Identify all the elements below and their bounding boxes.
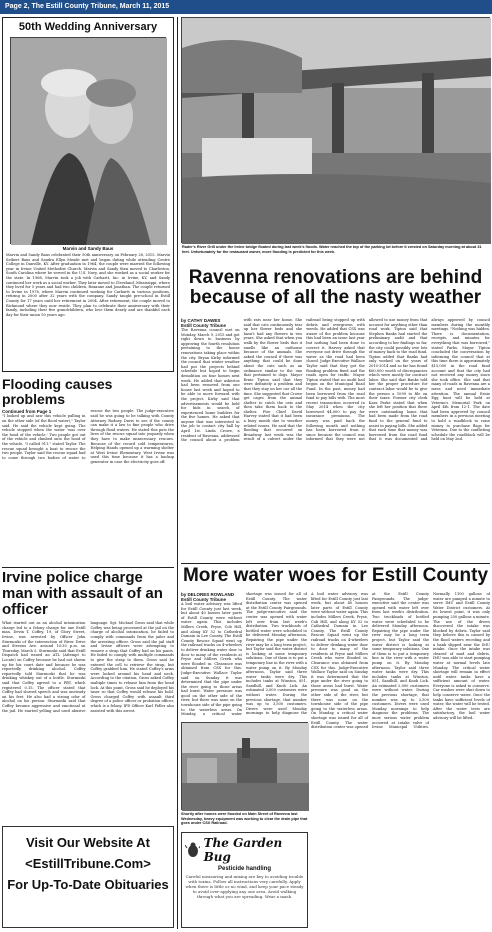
ravenna-article xyxy=(181,318,490,560)
ravenna-headline: Ravenna renovations are behind because of all the nasty weather xyxy=(188,267,483,308)
anniversary-body: Marvin and Sandy Baus celebrated their 50th anniversary on February 28, 2015. Marvin Seibert Baus and Sandra Ellyn Meade met and began dating while attending Centre College in Danville, KY. After graduation in 1964, the couple were married the following year in Irvine United Methodist Church. Marvin and Sandy then moved to Charleston, South Carolina where he served in the U.S. Navy, and she worked as a social worker for the state. In 1968, Marvin took a job with Carhartt, Inc. in Irvine, KY, and Sandy continued her work as a social worker. They later moved to Cleveland, Mississippi, where they lived for 5 years and had two children, Roxanne and Jonathan. The couple returned to Irvine in 1978, where Marvin continued working for Carhartt in various positions, retiring in 2000 after 32 years with the company. Sandy taught pre-school in Estill County for 17 years until her retirement in 2004. After retirement, the couple moved to Richmond where they now reside. They plan to celebrate their anniversary with their family, including their five grandchildren, who love them dearly and are thankful each day for their union 50 years ago. xyxy=(6,253,170,317)
water-byline: by DELORES ROWLAND xyxy=(181,592,235,597)
river-photo-image xyxy=(182,18,491,244)
website-ad-line3: For Up-To-Date Obituaries xyxy=(7,877,169,892)
website-ad[interactable] xyxy=(2,826,174,928)
divider-vertical xyxy=(177,17,178,929)
anniversary-headline: 50th Wedding Anniversary xyxy=(18,21,158,33)
garden-bug-logo xyxy=(185,836,304,864)
water-body: A boil water advisory was lifted for Estill County just last week, but about 40 houses later parts of Estill County were without water again. This includes Millers Creek, Pryse, Cob Hill, and along KY 52 to Cathedral Domain in Lee County. The Estill County Rescue Squad went up the railroad tracks on 4-wheelers to deliver drinking water door to door to many of the residents at Pryse and Millers Creek who were flooded in. Clearance was obtained from CSX for this. Judge-Executive Wallace Taylor said on Sunday it was determined that the pipe under the river going to those areas had burst. Water pressure was good on the other side of the river, but there was none on the townhouse side of the pipe going to the waterless areas. On Monday, a critical water shortage was issued for all of Estill County. The water distribution center was opened at the Estill County Fairgrounds. The judge-executive said the center was opened with water left over from last week's distribution. Two truckloads of bottled water were scheduled to be delivered Monday afternoon. Repairing the pipe under the river may be a long term project, but Taylor said the water district is looking at some temporary solutions. One of them is to put a temporary line in the river with a water pump on it. By Monday afternoon, Taylor said three water tanks were dry. This includes tanks at Winston, 851, Sandhill, and Knob Lick. An estimated 2,000 customers were without water. During the previous shortage, that number was up to 3,500 customers. Divers were used Monday mornings to help diagnose the xyxy=(181,592,307,717)
bug-icon xyxy=(185,842,200,858)
ravenna-columns xyxy=(181,318,490,560)
river-photo xyxy=(181,17,490,243)
ravenna-outlet: Estill County Tribune xyxy=(181,323,227,328)
water-photo-caption: Shortly after homes were flooded on Main Street of Ravenna last Wednesday, heavy equipment was working to clear the drain pipe that goes under CSX Railroad. xyxy=(181,812,308,826)
website-ad-line1: Visit Our Website At xyxy=(25,835,150,850)
ravenna-body: The Ravenna council met on Monday, March 9, 2015 and got right down to business by approving the fourth resolution pertaining to the house renovations taking place within the city. Bryan Kirby informed the council that winter weather had put the projects behind schedule but hoped to begin demolition on four homes next week. He added that asbestos had been removed from one house last week and hoped to be able to move forward with the project. Kirby said that advertisements would be held for bids in search of experienced home builders for the five homes. He asked that anyone that was interested in the job to contact city hall by April 1st. Linda Crowe, a resident of Ravenna, addressed the council about a problem with rats near her home. She said that cats continuously tear up her flower beds and she hasn't had any flowers in two years. She asked that when you walk by the flower beds that it smells like an outhouse because of the animals. She asked the council if there was anything that could be done about the cats such as an ordinance similar to the one that pertained to dogs. Mayor Ernie Tipton said that they were definitely a problem and that they stay on her car all the time. She suggested that Crowe get cages from the animal shelter to catch the cats and then take them back to the shelter. Fire Chief David Harvey stated that it had been a busy month due to weather related issues. He said that the flooding that occurred on Broadway last week was the result of a culvert under the railroad being stopped up with debris and overgrown with weeds. He added that CSX was aware of the problem because this had been an issue last year but nothing had been done to correct it. Harvey asked that everyone not drive through the water as the road had been closed. Judge Executive Wallace Taylor said that they got the flooding problem fixed and the roads open for traffic. Mayor Tipton stated that no audit had begun on the Municipal Road Fund. In the past, money had been borrowed from the road fund to pay bills with. The most recent transaction occurred in May 2014 when the city borrowed $4,000 to pay for insurance premiums. The money was paid back the following month and nothing has been borrowed from it since because the council was informed that they were not allowed to use money from that account for anything other than road work. Tipton said that Stephen Banks had started the preliminary audit and that according to her findings so far, the city could possibly owe lots of money back to the road fund. Tipton added that Banks had only worked on the years of 2010-2014 and so far has found $60,000 worth of discrepancies which were mostly for contract labor. She said that Banks told her the proper procedure for contract labor would be to give the person a 1099 to file on their taxes. Former city clerk Kara Parks stated that when she left her position that there were outstanding loans that had been made from the road fund to the general fund to assist in paying bills. She added that each time that money was borrowed from the road fund that it was documented and always approved by council members during the monthly meetings. "Nothing was hidden. There is documentation, receipts, and minutes for everything that was borrowed," stated Parks. Mayor Tipton concluded the conversation by informing the council that at this time there is approximately $15,000 in the road fund account and that the city had not received any money since she took office. She said that many of roads in Ravenna are a mess and need immediate attention. The annual Ernie Egg hunt will be held at Veteran's Memorial Park on April 4th from 12-1. The date had been approved by council members in a previous meeting to hold a roadblock to raise money to purchase flags for Veterans. Due to the conflicting schedule the roadblock will be held on May 2nd. xyxy=(181,318,490,443)
irvine-headline: Irvine police charge man with assault of an officer xyxy=(2,570,163,618)
water-photo-image xyxy=(182,723,309,811)
page-header-title: Page 2, The Estill County Tribune, March 11, 2015 xyxy=(5,3,170,10)
water-body-continued: A boil water advisory was lifted for Estill County just last week, but about 40 houses later parts of Estill County were without water again. This includes Millers Creek, Pryse, Cob Hill, and along KY 52 to Cathedral Domain in Lee County. The Estill County Rescue Squad went up the railroad tracks on 4-wheelers to deliver drinking water door to door to many of the residents at Pryse and Millers Creek who were flooded in. Clearance was obtained from CSX for this. Judge-Executive Wallace Taylor said on Sunday it was determined that the pipe under the river going to those areas had burst. Water pressure was good on the other side of the river, but there was none on the townhouse side of the pipe going to the waterless areas. On Monday, a critical water shortage was issued for all of Estill County. The water distribution center was opened at the Estill County Fairgrounds. The judge-executive said the center was opened with water left over from last week's distribution. Two truckloads of bottled water were scheduled to be delivered Monday afternoon. Repairing the pipe under the river may be a long term project, but Taylor said the water district is looking at some temporary solutions. One of them is to put a temporary line in the river with a water pump on it. By Monday afternoon, Taylor said three water tanks were dry. This includes tanks at Winston, 851, Sandhill, and Knob Lick. An estimated 2,000 customers were without water. During the previous shortage, that number was up to 3,500 customers. Divers were used Monday mornings to help diagnose the problems. The most serious water problem occurred at intake valve of Irvine Municipal Utilities. Normally 1100 gallons of water are pumped a minute to serve IMU and Estill County Water District customers. At its lowest point, it was only pumping 250 gallons a minute. The use of the divers discovered the intake was blocked by debris. Taylor said they believe this is caused by the flood waters receding and a bank slipped near the IMU intake. Once the intake was cleared of mud and debris, IMU was able to start pumping water at normal levels late Monday. The critical water shortage will remain in effect until water tanks have a sufficient amount of water. Everyone is asked to conserve. Car washes were shut down to help conserve water. Once the tanks have sufficient levels of water, the water will be tested. After the water tests are satisfactory, the boil water advisory will be lifted. xyxy=(311,592,490,730)
ravenna-byline: by CATHY DAWES xyxy=(181,318,221,323)
garden-bug-subtitle: Pesticide handling xyxy=(217,866,271,872)
anniversary-photo xyxy=(10,37,166,244)
water-article-left xyxy=(181,592,307,720)
water-photo xyxy=(181,722,308,810)
website-link[interactable]: <EstillTribune.Com> xyxy=(25,856,151,871)
flooding-headline: Flooding causes problems xyxy=(2,377,113,407)
garden-bug-ad xyxy=(181,832,308,928)
water-columns-left xyxy=(181,592,307,720)
garden-bug-title: The Garden Bug xyxy=(203,836,283,864)
garden-bug-body: Careful measuring and mixing are key to avoiding trouble with toxins. Follow all instructions very carefully. Apply when there is little or no wind, and keep your pace steady to avoid over-applying any one area. Avoid walking through what you are spreading. Wear a mask. xyxy=(185,874,304,899)
water-outlet: Estill County Tribune xyxy=(181,597,227,602)
page-header xyxy=(0,0,492,14)
water-headline: More water woes for Estill County xyxy=(182,565,489,586)
irvine-article xyxy=(2,570,174,820)
couple-photo-image xyxy=(11,38,167,245)
anniversary-photo-caption: Marvin and Sandy Baus xyxy=(62,246,114,251)
river-photo-caption: Rader's River Grill under the Irvine bridge floated during last week's floods. Water reached the top of the parking lot before it crested on Saturday morning at about 31 feet. Unfortunately for the restaurant owner, more flooding is predicted for this week. xyxy=(182,245,482,254)
divider-right-1 xyxy=(181,563,490,564)
water-article-right xyxy=(311,592,490,928)
irvine-body: What started out as an alcohol intoxication charge led to a felony charge for one Estill man. Devin T. Coffey, 19, of Glory Street, Irvine, was arrested by Officer John Sturmoski of the intersection of River Drive and Stevens Ave. around 10:30 p.m. on Thursday, March 5. Sturmoski said that Estill Dispatch had issued an ATL (Attempt to Locate) on Coffey because he had not shown up for his court date and because he was reportedly drinking alcohol. Coffey reportedly told Sturmoski that he was drinking whiskey out of a bottle. Sturmoski said that Coffey agreed to a PBT, which registered 0.15. The officer stated that Coffey had slurred speech and was unsteady on his feet. He also had a strong odor of alcohol on his person. Sturmoski said that Coffey became aggressive and emotional at the jail. He started yelling and used abusive language. Sgt. Michael Gross said that while Coffey was being processed at the jail on the charge of alcohol intoxication, he failed to comply with commands from the jailer and the arresting officer. Gross said the jail staff and Irvine officers were attempting to remove a strap that Coffey had on his pants. He failed to comply with multiple commands to give the strap to them. Gross said he entered the cell to retrieve the strap, but Coffey grabbed him. He stated Coffey's arms were locked around his head and neck. According to the citation, Gross asked Coffey multiple times to release him from the head lock. At this point, Gross said he deployed his taser so that Coffey would release his hold. Gross charged Coffey with assault third degree of a police officer or probation officer, which is a felony. IPD Officer Karl Fidler also assisted with this arrest. xyxy=(2,621,174,713)
flooding-body: "I looked up and saw this vehicle pulling in on the other side (of the flood water)," Taylor said. He said the vehicle kept going. The vehicle stopped when the water 'was over the hood of the vehicle.' Two people got out of the vehicle and climbed onto the hood of the vehicle. "I called 911," stated Taylor. The rescue squad brought a boat to rescue the two people. Taylor said the rescue squad had to come through two bodies of water to rescue the two people. The judge-executive said he was going to be talking with County Attorney Rodney Davis to see if the county can make it a law to fine people who drive through flood waters. He stated this puts the lives of the rescue squad into jeopardy when they have to make unnecessary rescues. Because of the record cold temperatures, Helping Hands opened up a warming shelter at West Irvine Elementary. West Irvine was used this time because it has a backup generator in case the electricity goes off. xyxy=(2,409,174,464)
flooding-continued: Continued from Page 1 xyxy=(2,409,52,415)
flooding-article xyxy=(2,377,174,567)
divider-left-1 xyxy=(2,567,174,568)
anniversary-box xyxy=(2,17,174,372)
flooding-columns xyxy=(2,409,174,567)
